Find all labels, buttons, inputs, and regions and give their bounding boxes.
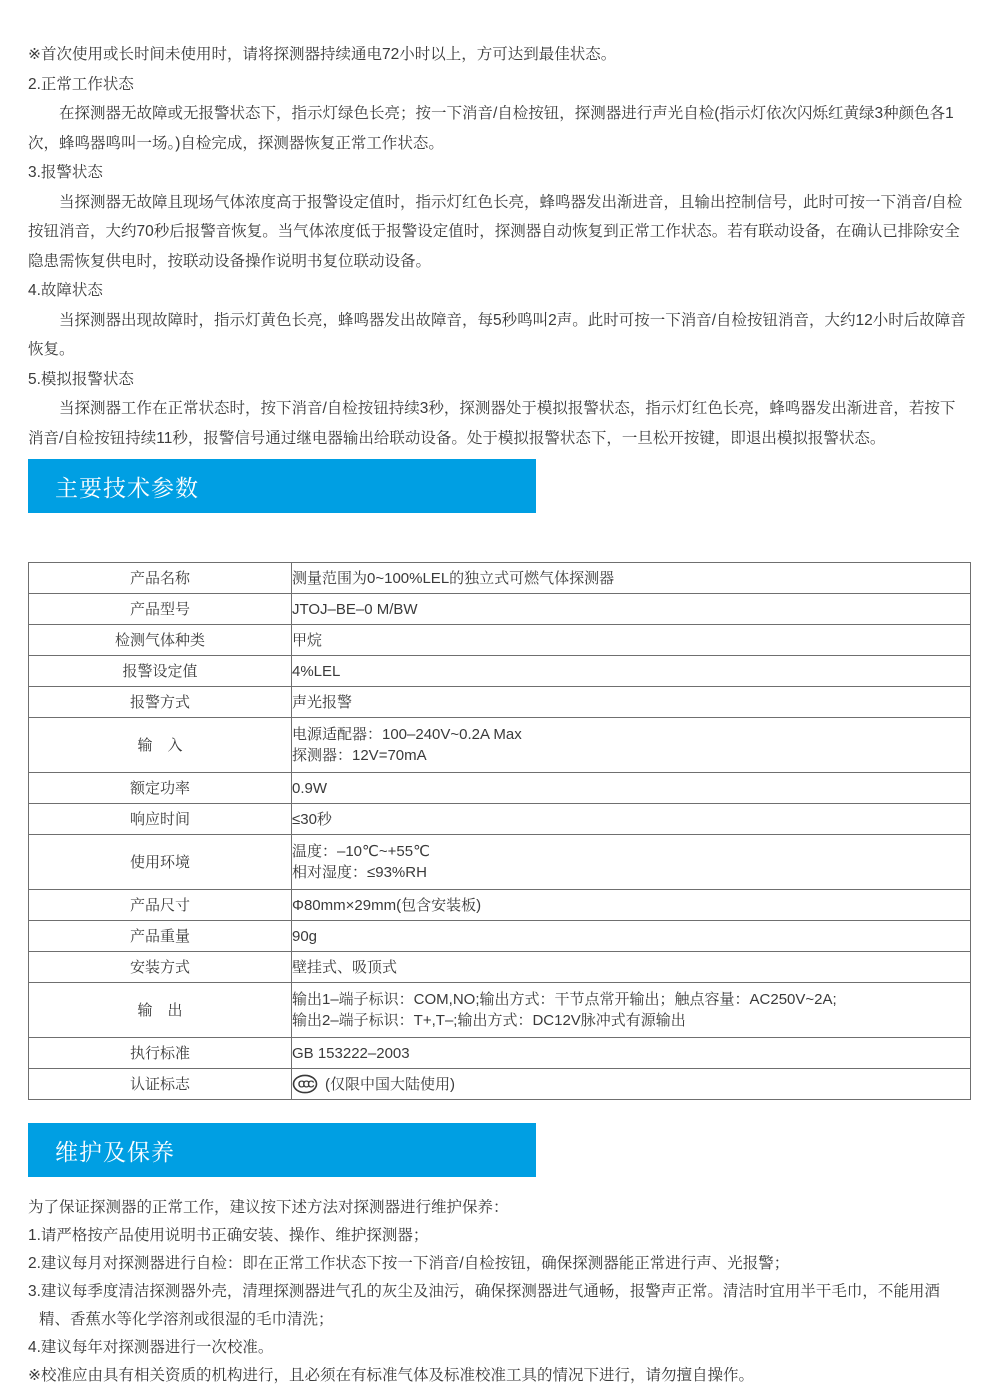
param-label: 产品尺寸: [29, 890, 292, 921]
maintenance-item-4: 4.建议每年对探测器进行一次校准。: [28, 1339, 274, 1356]
param-value: [292, 1038, 971, 1069]
table-row-product-name: [29, 563, 971, 594]
tech-params-banner-title: 主要技术参数: [55, 474, 199, 501]
svg-text:CCC: CCC: [297, 1079, 313, 1091]
param-value-line: 4%LEL: [292, 662, 341, 680]
param-value-line: 温度：–10℃~+55℃: [292, 843, 430, 860]
param-value-line: Φ80mm×29mm(包含安装板): [292, 896, 482, 914]
param-value-line: ≤30秒: [292, 810, 332, 828]
param-value-line: 甲烷: [292, 631, 323, 649]
param-label: 产品型号: [29, 594, 292, 625]
param-value-line: 探测器：12V=70mA: [292, 747, 427, 764]
param-value-line: 电源适配器：100–240V~0.2A Max: [292, 726, 522, 743]
table-row-certification: [29, 1069, 971, 1100]
param-value: [292, 773, 971, 804]
table-row-gas-type: [29, 625, 971, 656]
param-label: 执行标准: [29, 1038, 292, 1069]
param-value-line: 输出2–端子标识：T+,T–;输出方式：DC12V脉冲式有源输出: [292, 1012, 686, 1029]
param-value: [292, 625, 971, 656]
section-body-normal-state: 在探测器无故障或无报警状态下，指示灯绿色长亮；按一下消音/自检按钮，探测器进行声光自检(指示灯依次闪烁红黄绿3种颜色各1次，蜂鸣器鸣叫一场。)自检完成，探测器恢复正常工作状态。: [28, 105, 954, 152]
table-row-product-weight: [29, 921, 971, 952]
maintenance-banner-title: 维护及保养: [55, 1138, 175, 1165]
param-label: 输 入: [29, 718, 292, 773]
param-value: [292, 656, 971, 687]
table-row-product-size: [29, 890, 971, 921]
param-label: 报警设定值: [29, 656, 292, 687]
section-heading-fault-state: 4.故障状态: [28, 282, 103, 299]
table-row-product-model: [29, 594, 971, 625]
status-description-block: [28, 40, 970, 453]
param-value-line: GB 153222–2003: [292, 1044, 410, 1062]
param-value: [292, 594, 971, 625]
table-row-standard: [29, 1038, 971, 1069]
param-value-line: 0.9W: [292, 779, 328, 797]
param-value-line: JTOJ–BE–0 M/BW: [292, 600, 418, 618]
param-label: 产品名称: [29, 563, 292, 594]
table-row-alarm-mode: [29, 687, 971, 718]
table-row-alarm-setpoint: [29, 656, 971, 687]
param-value: [292, 983, 971, 1038]
maintenance-item-2: 2.建议每月对探测器进行自检：即在正常工作状态下按一下消音/自检按钮，确保探测器能正常进行声、光报警；: [28, 1255, 790, 1272]
param-value: [292, 835, 971, 890]
param-label: 产品重量: [29, 921, 292, 952]
param-value-line: 90g: [292, 927, 318, 945]
maintenance-item-1: 1.请严格按产品使用说明书正确安装、操作、维护探测器；: [28, 1227, 429, 1244]
param-label: 额定功率: [29, 773, 292, 804]
param-value: [292, 952, 971, 983]
param-label: 认证标志: [29, 1069, 292, 1100]
param-value: [292, 718, 971, 773]
section-body-simulated-alarm-state: 当探测器工作在正常状态时，按下消音/自检按钮持续3秒，探测器处于模拟报警状态，指示灯红色长亮，蜂鸣器发出渐进音，若按下消音/自检按钮持续11秒，报警信号通过继电器输出给联动设备。处于模拟报警状态下，一旦松开按键，即退出模拟报警状态。: [28, 400, 956, 447]
param-label: 安装方式: [29, 952, 292, 983]
param-value: [292, 563, 971, 594]
param-value-line: 声光报警: [292, 693, 353, 711]
section-heading-simulated-alarm-state: 5.模拟报警状态: [28, 370, 134, 388]
param-label: 检测气体种类: [29, 625, 292, 656]
maintenance-banner: [28, 1123, 536, 1177]
param-label: 使用环境: [29, 835, 292, 890]
table-row-mounting: [29, 952, 971, 983]
maintenance-item-3: 3.建议每季度清洁探测器外壳，清理探测器进气孔的灰尘及油污，确保探测器进气通畅，报警声正常。清洁时宜用半干毛巾，不能用酒精、香蕉水等化学溶剂或很湿的毛巾清洗；: [28, 1283, 940, 1328]
section-body-alarm-state: 当探测器无故障且现场气体浓度高于报警设定值时，指示灯红色长亮，蜂鸣器发出渐进音，且输出控制信号，此时可按一下消音/自检按钮消音，大约70秒后报警音恢复。当气体浓度低于报警设定值时，探测器自动恢复到正常工作状态。若有联动设备，在确认已排除安全隐患需恢复供电时，按联动设备操作说明书复位联动设备。: [28, 193, 963, 270]
maintenance-intro: 为了保证探测器的正常工作，建议按下述方法对探测器进行维护保养：: [28, 1199, 509, 1216]
section-heading-normal-state: 2.正常工作状态: [28, 75, 134, 93]
section-body-fault-state: 当探测器出现故障时，指示灯黄色长亮，蜂鸣器发出故障音，每5秒鸣叫2声。此时可按一下消音/自检按钮消音，大约12小时后故障音恢复。: [28, 311, 966, 358]
param-label: 输 出: [29, 983, 292, 1038]
param-value: [292, 804, 971, 835]
param-value: [292, 1069, 971, 1100]
table-row-input: [29, 718, 971, 773]
param-value: [292, 687, 971, 718]
maintenance-text-block: [28, 1194, 970, 1390]
param-label: 响应时间: [29, 804, 292, 835]
param-value-line: 相对湿度：≤93%RH: [292, 864, 427, 881]
tech-params-banner: [28, 459, 536, 513]
certification-note: (仅限中国大陆使用): [325, 1075, 455, 1093]
section-heading-alarm-state: 3.报警状态: [28, 164, 103, 181]
calibration-warning-note: ※校准应由具有相关资质的机构进行，且必须在有标准气体及标准校准工具的情况下进行，请勿擅自操作。: [28, 1367, 754, 1384]
certification-value: [292, 1074, 970, 1095]
table-row-output: [29, 983, 971, 1038]
param-label: 报警方式: [29, 687, 292, 718]
param-value: [292, 890, 971, 921]
table-row-response-time: [29, 804, 971, 835]
param-value-line: 输出1–端子标识：COM,NO;输出方式：干节点常开输出；触点容量：AC250V~2A;: [292, 991, 837, 1008]
param-value-line: 测量范围为0~100%LEL的独立式可燃气体探测器: [292, 569, 615, 587]
tech-params-table: [28, 562, 971, 1100]
table-row-rated-power: [29, 773, 971, 804]
table-row-operating-environment: [29, 835, 971, 890]
param-value-line: 壁挂式、吸顶式: [292, 958, 398, 976]
first-use-note: ※首次使用或长时间未使用时，请将探测器持续通电72小时以上，方可达到最佳状态。: [28, 46, 617, 63]
ccc-certification-mark-icon: [292, 1074, 318, 1094]
param-value: [292, 921, 971, 952]
